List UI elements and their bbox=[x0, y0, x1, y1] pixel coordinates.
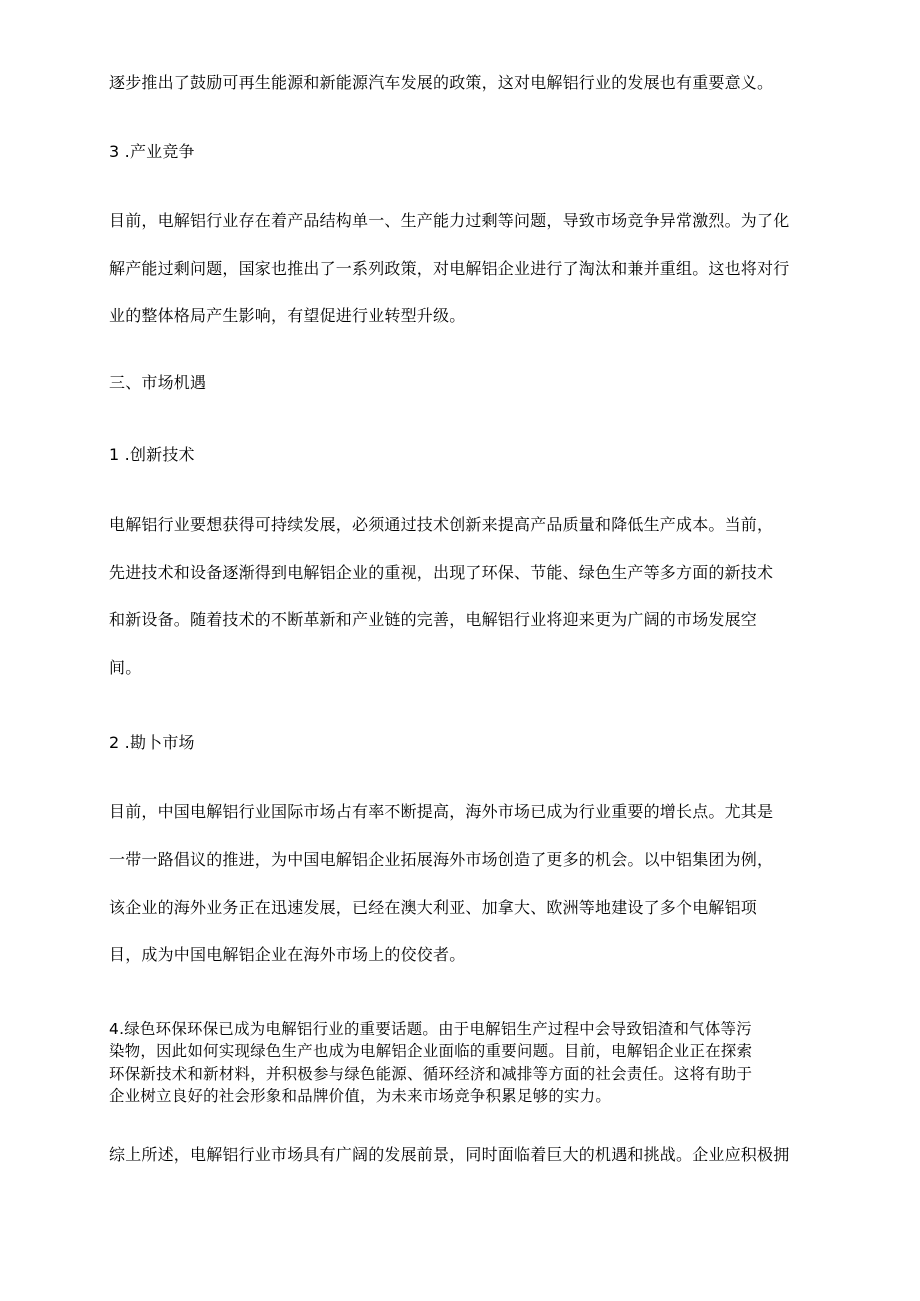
paragraph-line: 该企业的海外业务正在迅速发展，已经在澳大利亚、加拿大、欧洲等地建设了多个电解铝项 bbox=[109, 898, 758, 917]
paragraph-line: 解产能过剩问题，国家也推出了一系列政策，对电解铝企业进行了淘汰和兼并重组。这也将对行 bbox=[109, 259, 790, 278]
section-heading-industry-competition: 3 .产业竞争 bbox=[109, 142, 195, 161]
paragraph-line: 环保新技术和新材料，并积极参与绿色能源、循环经济和减排等方面的社会责任。这将有助于 bbox=[109, 1065, 753, 1083]
paragraph-line: 一带一路倡议的推进，为中国电解铝企业拓展海外市场创造了更多的机会。以中铝集团为例， bbox=[109, 850, 774, 869]
paragraph-line: 电解铝行业要想获得可持续发展，必须通过技术创新来提高产品质量和降低生产成本。当前， bbox=[109, 515, 774, 534]
paragraph-line: 综上所述，电解铝行业市场具有广阔的发展前景，同时面临着巨大的机遇和挑战。企业应积极拥 bbox=[109, 1145, 790, 1164]
paragraph-line: 逐步推出了鼓励可再生能源和新能源汽车发展的政策，这对电解铝行业的发展也有重要意义。 bbox=[109, 73, 774, 92]
section-heading-market-opportunities: 三、市场机遇 bbox=[109, 373, 207, 392]
paragraph-line: 染物，因此如何实现绿色生产也成为电解铝企业面临的重要问题。目前，电解铝企业正在探索 bbox=[109, 1042, 753, 1060]
paragraph-line: 间。 bbox=[109, 658, 142, 677]
section-heading-innovation: 1 .创新技术 bbox=[109, 445, 195, 464]
paragraph-line: 目，成为中国电解铝企业在海外市场上的佼佼者。 bbox=[109, 945, 466, 964]
paragraph-line: 业的整体格局产生影响，有望促进行业转型升级。 bbox=[109, 306, 466, 325]
paragraph-line: 4.绿色环保环保已成为电解铝行业的重要话题。由于电解铝生产过程中会导致铝渣和气体等污 bbox=[109, 1020, 752, 1038]
paragraph-line: 和新设备。随着技术的不断革新和产业链的完善，电解铝行业将迎来更为广阔的市场发展空 bbox=[109, 610, 758, 629]
paragraph-line: 企业树立良好的社会形象和品牌价值，为未来市场竞争积累足够的实力。 bbox=[109, 1087, 612, 1105]
paragraph-line: 目前，电解铝行业存在着产品结构单一、生产能力过剩等问题，导致市场竞争异常激烈。为了化 bbox=[109, 211, 790, 230]
section-heading-overseas: 2 .勘卜市场 bbox=[109, 733, 195, 752]
paragraph-line: 目前，中国电解铝行业国际市场占有率不断提高，海外市场已成为行业重要的增长点。尤其是 bbox=[109, 802, 774, 821]
paragraph-line: 先进技术和设备逐渐得到电解铝企业的重视，出现了环保、节能、绿色生产等多方面的新技术 bbox=[109, 563, 774, 582]
